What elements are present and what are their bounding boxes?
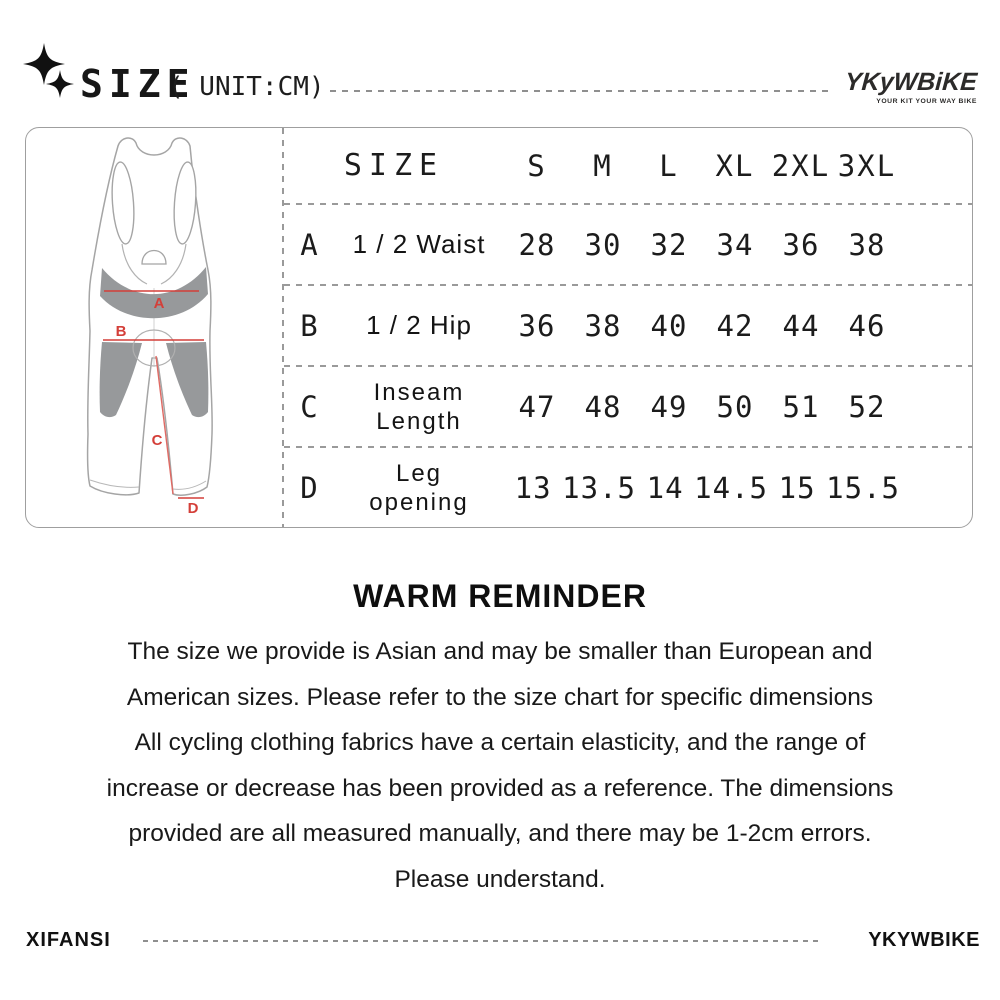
size-table bbox=[284, 128, 972, 527]
table-row-leg-opening bbox=[284, 448, 972, 527]
cell-value: 44 bbox=[782, 308, 820, 343]
cell-value: 38 bbox=[848, 227, 886, 262]
cell-value: 36 bbox=[518, 308, 556, 343]
table-row-inseam bbox=[284, 367, 972, 446]
table-row-waist bbox=[284, 205, 972, 284]
row-name-line: Leg bbox=[395, 459, 443, 487]
row-letter: A bbox=[300, 227, 318, 262]
brand-logo bbox=[845, 68, 977, 105]
reminder-line: Please understand. bbox=[394, 865, 606, 893]
cell-value: 15.5 bbox=[826, 470, 900, 505]
chamois-circle bbox=[133, 330, 175, 366]
row-letter: B bbox=[300, 308, 318, 343]
sparkles-icon bbox=[20, 42, 82, 100]
table-row-hip bbox=[284, 286, 972, 365]
reminder-line: The size we provide is Asian and may be smaller than European and bbox=[127, 638, 873, 665]
column-header-3xl: 3XL bbox=[837, 148, 897, 183]
row-name bbox=[334, 459, 504, 517]
footer-dashed-rule bbox=[143, 940, 818, 942]
cell-value: 13 bbox=[514, 470, 552, 505]
footer-brand-right: YKYWBIKE bbox=[868, 929, 980, 951]
measure-label-d: D bbox=[187, 500, 199, 517]
row-name: 1 / 2 Waist bbox=[352, 229, 486, 259]
measure-label-a: A bbox=[153, 295, 165, 312]
size-panel bbox=[25, 127, 973, 528]
cell-value: 38 bbox=[584, 308, 622, 343]
row-letter: C bbox=[300, 389, 318, 424]
cell-value: 42 bbox=[716, 308, 754, 343]
column-header-2xl: 2XL bbox=[771, 148, 831, 183]
header-dashed-rule bbox=[330, 90, 828, 92]
reminder-line: increase or decrease has been provided as a reference. The dimensions bbox=[106, 774, 894, 802]
size-table-header-row bbox=[284, 128, 972, 203]
unit-label: ( UNIT:CM) bbox=[168, 72, 325, 102]
row-name: 1 / 2 Hip bbox=[366, 310, 472, 340]
cell-value: 40 bbox=[650, 308, 688, 343]
cell-value: 52 bbox=[848, 389, 886, 424]
cell-value: 51 bbox=[782, 389, 820, 424]
brand-logo-name: YKyWBiKE bbox=[844, 68, 979, 96]
row-name-line: opening bbox=[369, 488, 469, 516]
warm-reminder-title: WARM REMINDER bbox=[353, 578, 647, 614]
cell-value: 13.5 bbox=[562, 470, 636, 505]
reminder-line: American sizes. Please refer to the size chart for specific dimensions bbox=[126, 683, 874, 711]
size-table-corner-label: SIZE bbox=[343, 148, 445, 183]
column-header-s: S bbox=[527, 148, 547, 183]
cell-value: 50 bbox=[716, 389, 754, 424]
row-letter: D bbox=[300, 470, 318, 505]
cell-value: 47 bbox=[518, 389, 556, 424]
brand-logo-tagline: YOUR KIT YOUR WAY BIKE bbox=[876, 98, 977, 105]
cell-value: 14.5 bbox=[694, 470, 768, 505]
cell-value: 46 bbox=[848, 308, 886, 343]
cell-value: 30 bbox=[584, 227, 622, 262]
cell-value: 36 bbox=[782, 227, 820, 262]
reminder-line: All cycling clothing fabrics have a certain elasticity, and the range of bbox=[134, 729, 866, 756]
column-header-xl: XL bbox=[715, 148, 755, 183]
column-header-l: L bbox=[659, 148, 679, 183]
page-title: SIZE bbox=[80, 62, 196, 106]
cell-value: 48 bbox=[584, 389, 622, 424]
cell-value: 14 bbox=[646, 470, 684, 505]
cell-value: 49 bbox=[650, 389, 688, 424]
reminder-line: provided are all measured manually, and there may be 1-2cm errors. bbox=[128, 820, 872, 847]
measure-label-b: B bbox=[115, 323, 127, 340]
cell-value: 32 bbox=[650, 227, 688, 262]
column-header-m: M bbox=[593, 148, 613, 183]
row-name-line: Inseam bbox=[373, 378, 465, 406]
measure-label-c: C bbox=[151, 432, 163, 449]
footer-brand-left: XIFANSI bbox=[26, 929, 111, 951]
cell-value: 28 bbox=[518, 227, 556, 262]
bib-shorts-diagram bbox=[26, 128, 282, 527]
cell-value: 34 bbox=[716, 227, 754, 262]
row-name-line: Length bbox=[376, 407, 462, 435]
row-name bbox=[334, 378, 504, 436]
cell-value: 15 bbox=[778, 470, 816, 505]
bib-shorts-illustration bbox=[26, 128, 282, 526]
warm-reminder-body bbox=[0, 629, 1000, 902]
